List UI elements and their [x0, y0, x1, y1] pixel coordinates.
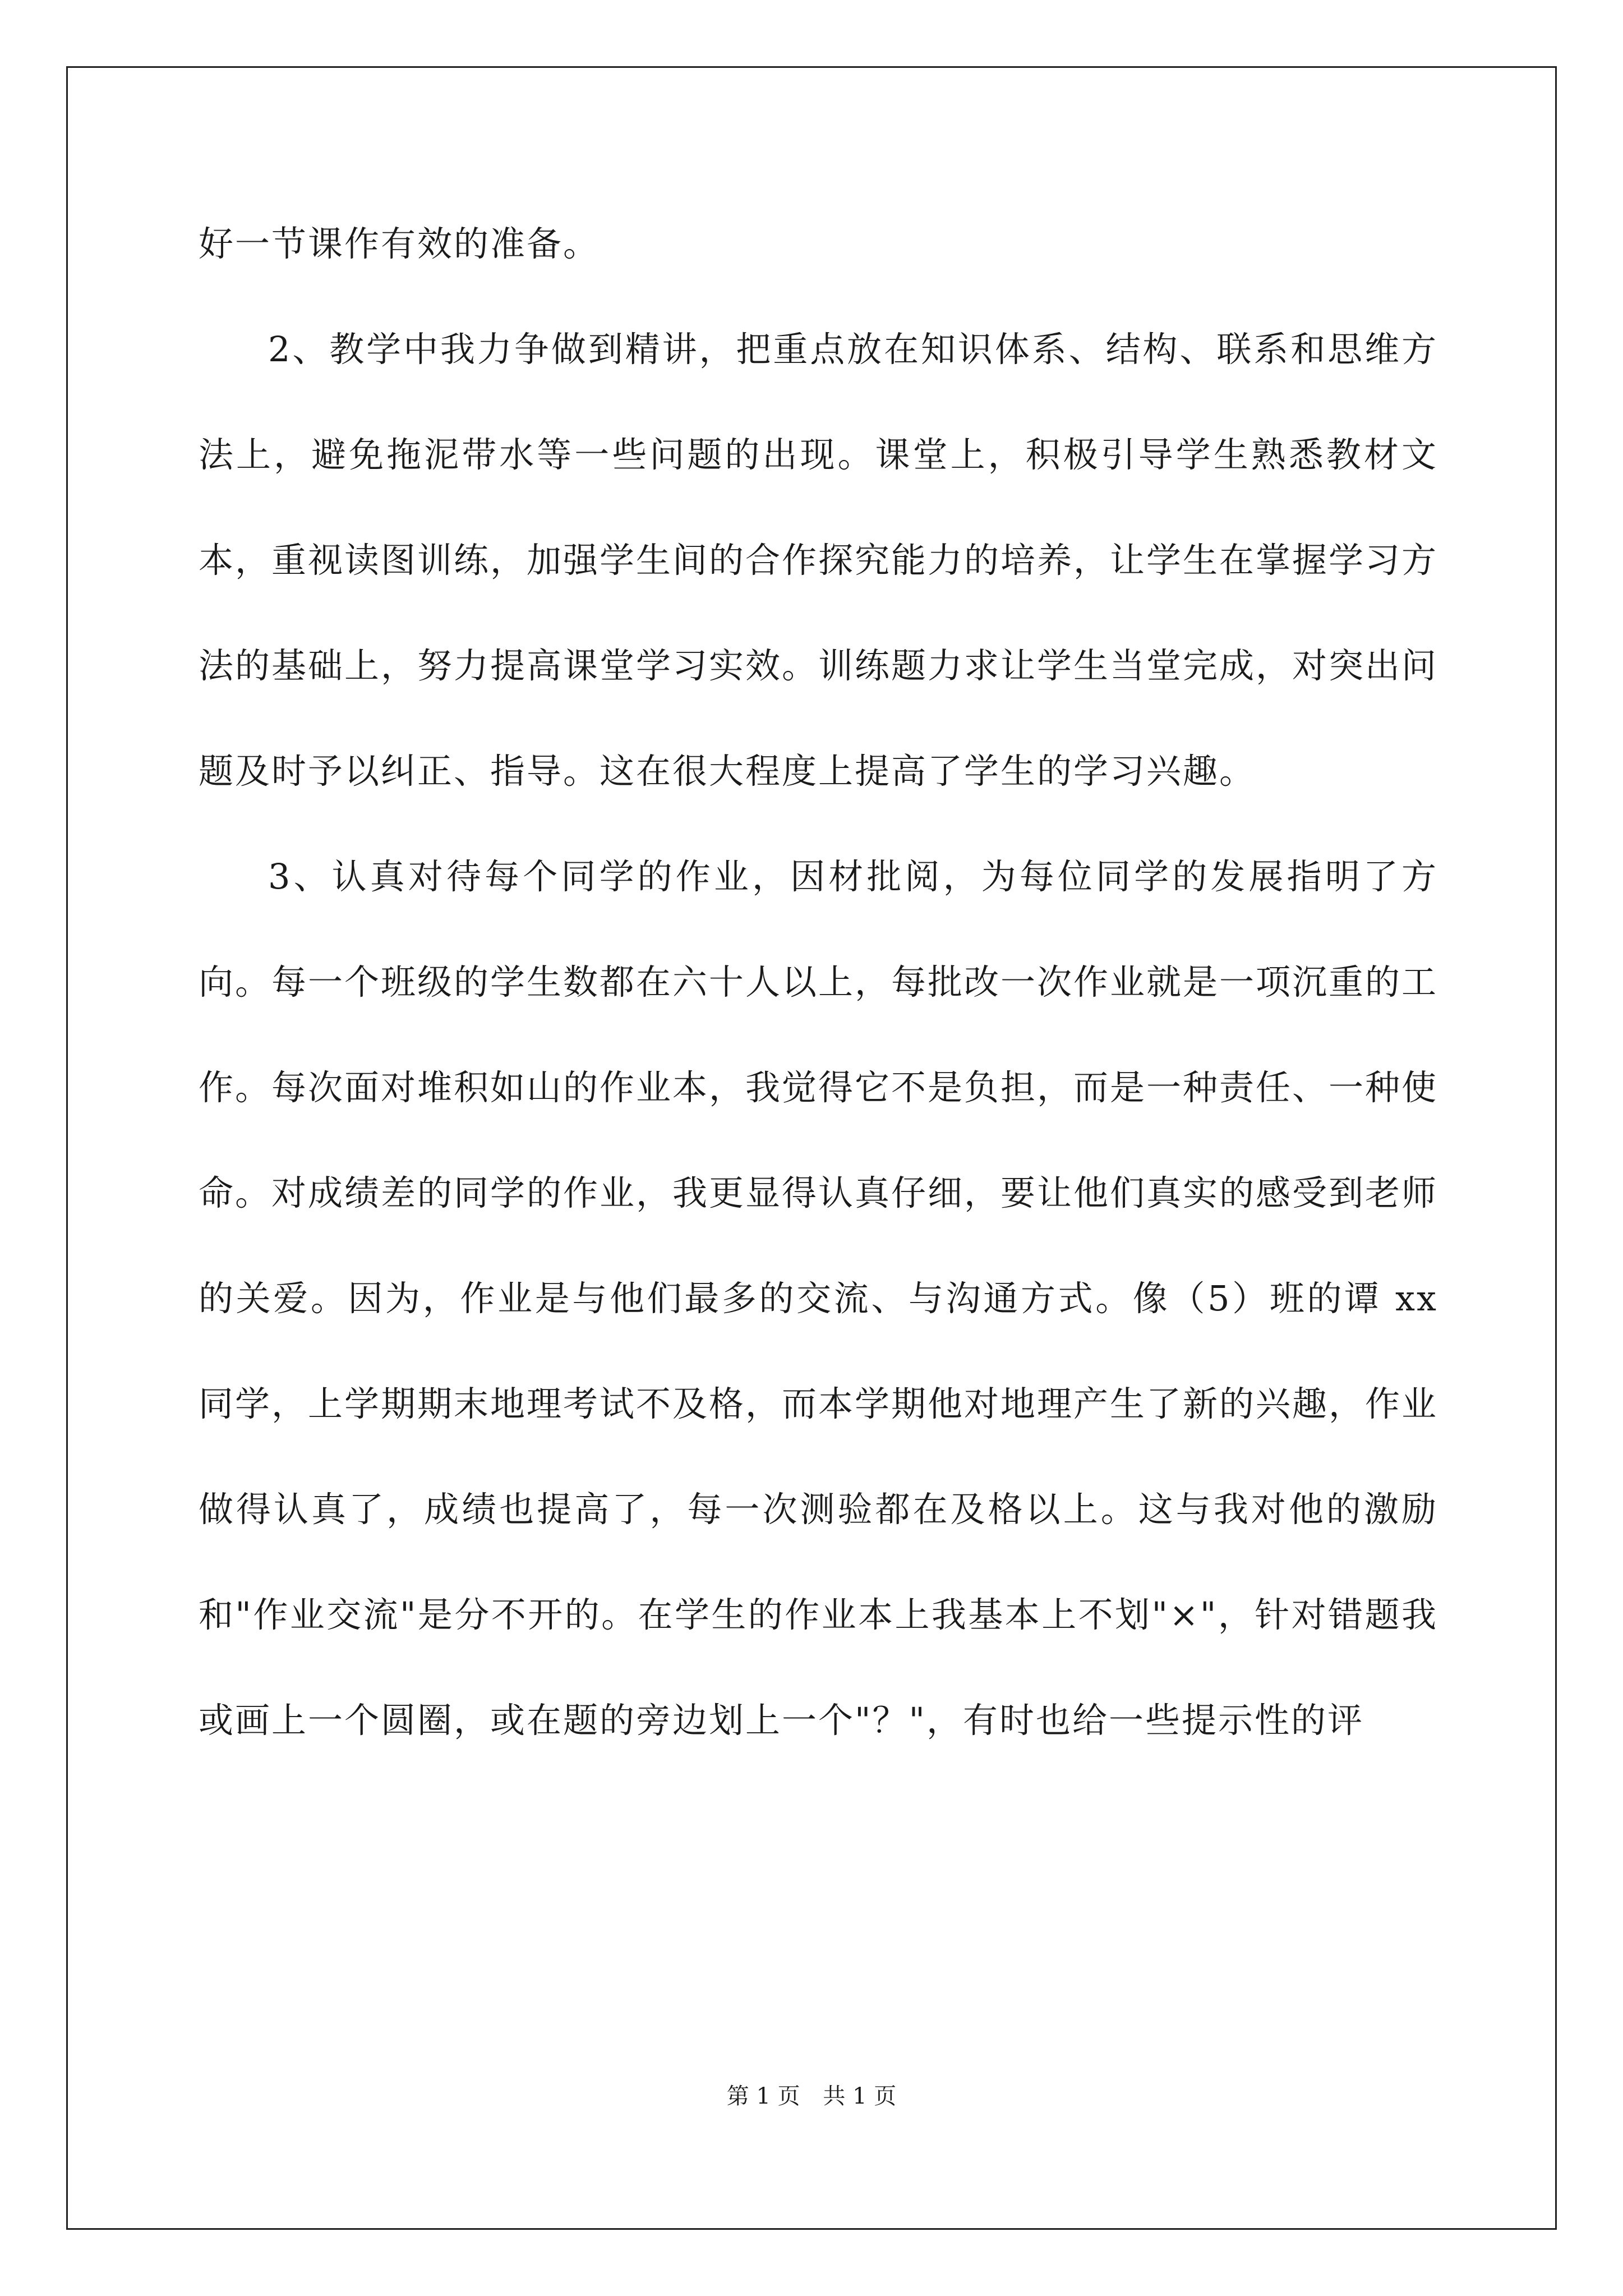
paragraph-1: 好一节课作有效的准备。	[199, 223, 600, 264]
paragraph-3: 3、认真对待每个同学的作业，因材批阅，为每位同学的发展指明了方向。每一个班级的学生数都在六十人以上，每批改一次作业就是一项沉重的工作。每次面对堆积如山的作业本，我觉得它不是负担，而是一种责任、一种使命。对成绩差的同学的作业，我更显得认真仔细，要让他们真实的感受到老师的关爱。因为，作业是与他们最多的交流、与沟通方式。像（5）班的谭 xx 同学，上学期期末地理考试不及格，而本学期他对地理产生了新的兴趣，作业做得认真了，成绩也提高了，每一次测验都在及格以上。这与我对他的激励和"作业交流"是分不开的。在学生的作业本上我基本上不划"×"，针对错题我或画上一个圆圈，或在题的旁边划上一个"？"，有时也给一些提示性的评	[199, 856, 1438, 1741]
page-number: 第 1 页	[726, 2083, 800, 2109]
paragraph-2: 2、教学中我力争做到精讲，把重点放在知识体系、结构、联系和思维方法上，避免拖泥带水等一些问题的出现。课堂上，积极引导学生熟悉教材文本，重视读图训练，加强学生间的合作探究能力的培养，让学生在掌握学习方法的基础上，努力提高课堂学习实效。训练题力求让学生当堂完成，对突出问题及时予以纠正、指导。这在很大程度上提高了学生的学习兴趣。	[199, 329, 1438, 792]
document-body	[199, 191, 1438, 1773]
page-total: 共 1 页	[823, 2083, 897, 2109]
page-footer	[0, 2078, 1623, 2110]
